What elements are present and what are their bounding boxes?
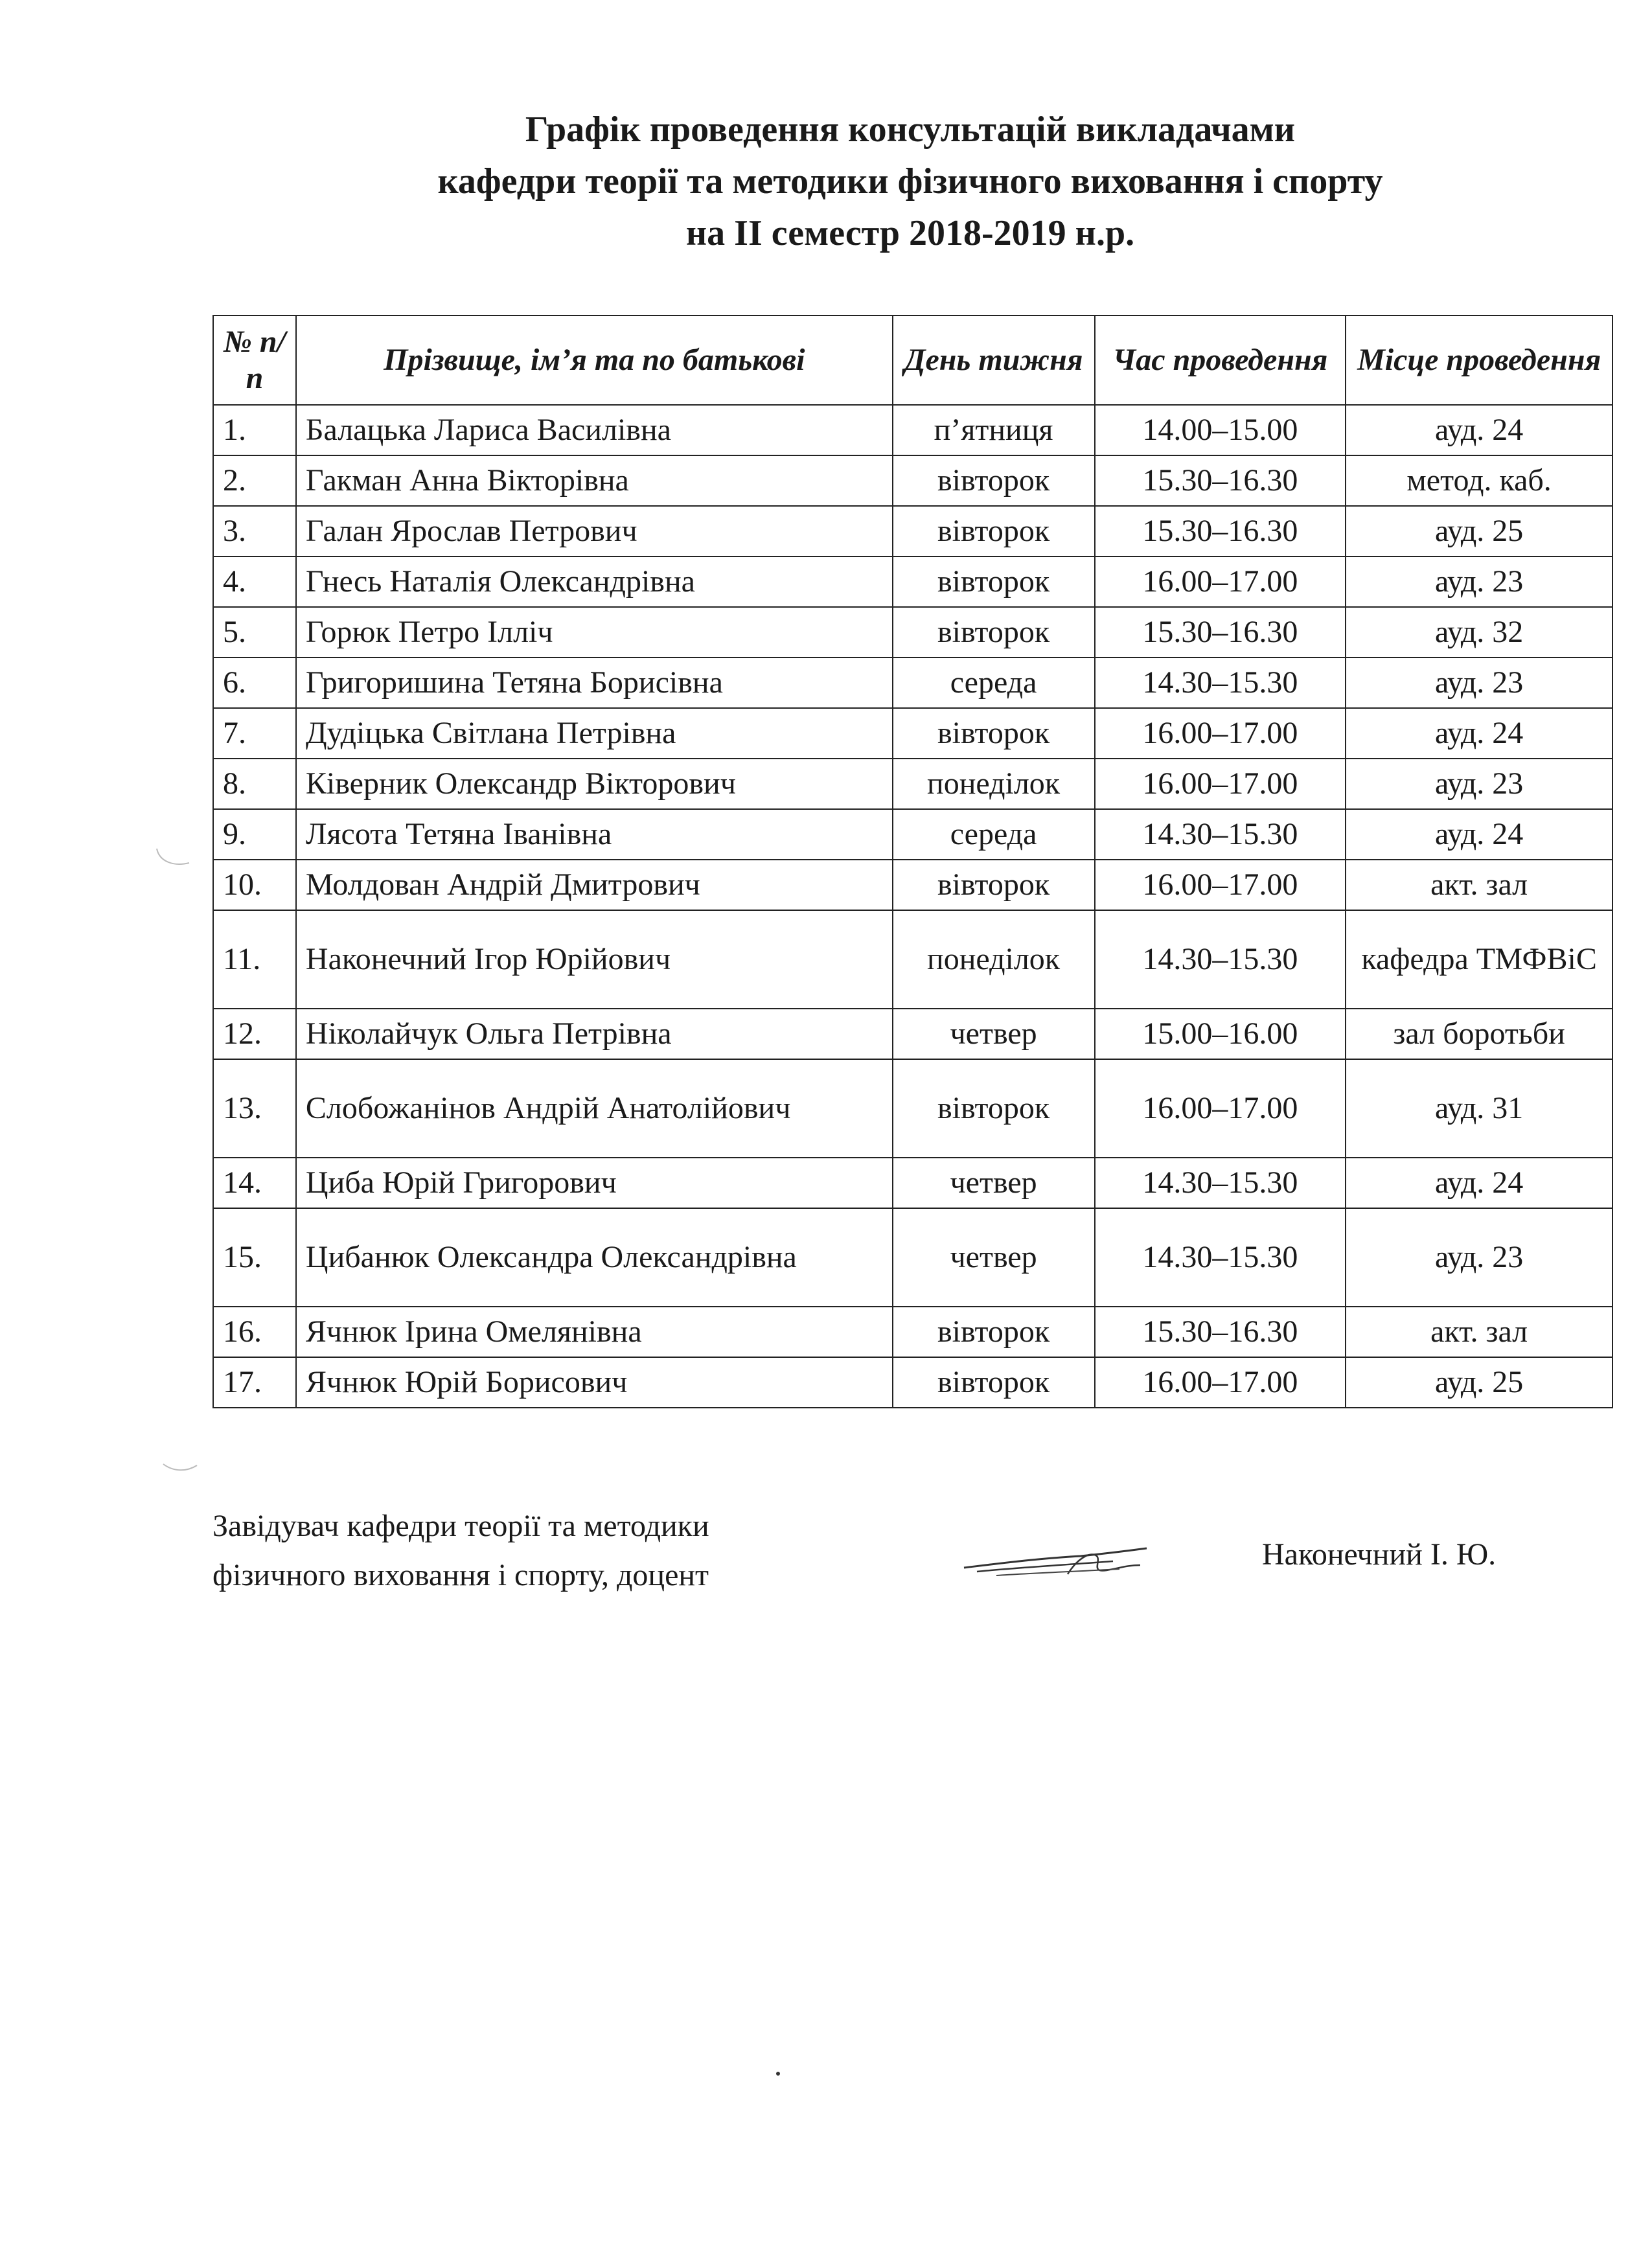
teacher-name: Горюк Петро Ілліч	[296, 607, 893, 658]
consultation-place: ауд. 25	[1346, 1357, 1612, 1408]
consultation-time: 14.00–15.00	[1095, 405, 1346, 455]
teacher-name: Галан Ярослав Петрович	[296, 506, 893, 556]
day-of-week: вівторок	[893, 1357, 1095, 1408]
day-of-week: вівторок	[893, 1059, 1095, 1158]
row-number: 8.	[213, 759, 296, 809]
day-of-week: вівторок	[893, 860, 1095, 910]
document-title	[0, 104, 1652, 259]
table-row	[213, 759, 1612, 809]
day-of-week: вівторок	[893, 1307, 1095, 1357]
consultation-place: зал боротьби	[1346, 1009, 1612, 1059]
row-number: 5.	[213, 607, 296, 658]
table-row	[213, 809, 1612, 860]
handwritten-signature	[958, 1539, 1152, 1585]
consultation-time: 16.00–17.00	[1095, 1357, 1346, 1408]
day-of-week: п’ятниця	[893, 405, 1095, 455]
consultation-place: ауд. 25	[1346, 506, 1612, 556]
row-number: 15.	[213, 1208, 296, 1307]
row-number: 4.	[213, 556, 296, 607]
table-row	[213, 455, 1612, 506]
row-number: 17.	[213, 1357, 296, 1408]
day-of-week: вівторок	[893, 607, 1095, 658]
consultation-place: ауд. 23	[1346, 658, 1612, 708]
teacher-name: Григоришина Тетяна Борисівна	[296, 658, 893, 708]
table-row	[213, 556, 1612, 607]
day-of-week: середа	[893, 809, 1095, 860]
row-number: 3.	[213, 506, 296, 556]
day-of-week: четвер	[893, 1158, 1095, 1208]
table-row	[213, 1357, 1612, 1408]
table-row	[213, 708, 1612, 759]
day-of-week: четвер	[893, 1208, 1095, 1307]
consultation-time: 14.30–15.30	[1095, 809, 1346, 860]
day-of-week: вівторок	[893, 506, 1095, 556]
consultation-time: 15.00–16.00	[1095, 1009, 1346, 1059]
table-row	[213, 860, 1612, 910]
header-name: Прізвище, ім’я та по батькові	[296, 315, 893, 405]
consultation-time: 14.30–15.30	[1095, 910, 1346, 1009]
title-line-3: на ІІ семестр 2018-2019 н.р.	[685, 213, 1135, 253]
consultation-place: метод. каб.	[1346, 455, 1612, 506]
day-of-week: вівторок	[893, 708, 1095, 759]
title-line-1: Графік проведення консультацій викладачами	[525, 109, 1296, 150]
scan-mark	[161, 1458, 200, 1477]
consultation-place: ауд. 23	[1346, 759, 1612, 809]
teacher-name: Гакман Анна Вікторівна	[296, 455, 893, 506]
day-of-week: понеділок	[893, 759, 1095, 809]
consultation-place: ауд. 23	[1346, 1208, 1612, 1307]
consultation-place: кафедра ТМФВіС	[1346, 910, 1612, 1009]
consultation-time: 15.30–16.30	[1095, 455, 1346, 506]
teacher-name: Слобожанінов Андрій Анатолійович	[296, 1059, 893, 1158]
teacher-name: Лясота Тетяна Іванівна	[296, 809, 893, 860]
consultation-time: 15.30–16.30	[1095, 1307, 1346, 1357]
row-number: 6.	[213, 658, 296, 708]
teacher-name: Балацька Лариса Василівна	[296, 405, 893, 455]
consultation-time: 14.30–15.30	[1095, 1158, 1346, 1208]
row-number: 1.	[213, 405, 296, 455]
row-number: 10.	[213, 860, 296, 910]
consultation-time: 16.00–17.00	[1095, 708, 1346, 759]
row-number: 13.	[213, 1059, 296, 1158]
teacher-name: Молдован Андрій Дмитрович	[296, 860, 893, 910]
signatory-position	[212, 1502, 709, 1600]
table-row	[213, 607, 1612, 658]
header-day: День тижня	[893, 315, 1095, 405]
teacher-name: Циба Юрій Григорович	[296, 1158, 893, 1208]
table-row	[213, 1307, 1612, 1357]
consultation-time: 15.30–16.30	[1095, 607, 1346, 658]
consultation-time: 15.30–16.30	[1095, 506, 1346, 556]
row-number: 12.	[213, 1009, 296, 1059]
row-number: 16.	[213, 1307, 296, 1357]
consultation-time: 16.00–17.00	[1095, 1059, 1346, 1158]
consultation-time: 14.30–15.30	[1095, 658, 1346, 708]
row-number: 7.	[213, 708, 296, 759]
header-num: № п/п	[213, 315, 296, 405]
row-number: 14.	[213, 1158, 296, 1208]
row-number: 2.	[213, 455, 296, 506]
signatory-name: Наконечний І. Ю.	[1262, 1537, 1497, 1572]
scan-mark	[775, 2070, 781, 2077]
position-line-2: фізичного виховання і спорту, доцент	[212, 1558, 709, 1592]
table-row	[213, 1208, 1612, 1307]
table-header-row	[213, 315, 1612, 405]
consultation-time: 16.00–17.00	[1095, 860, 1346, 910]
table-row	[213, 1158, 1612, 1208]
teacher-name: Наконечний Ігор Юрійович	[296, 910, 893, 1009]
scan-mark	[154, 845, 193, 871]
consultation-place: ауд. 31	[1346, 1059, 1612, 1158]
day-of-week: вівторок	[893, 455, 1095, 506]
day-of-week: середа	[893, 658, 1095, 708]
consultation-place: ауд. 23	[1346, 556, 1612, 607]
consultation-place: ауд. 24	[1346, 1158, 1612, 1208]
day-of-week: четвер	[893, 1009, 1095, 1059]
consultation-schedule-table	[212, 315, 1613, 1408]
title-line-2: кафедри теорії та методики фізичного виховання і спорту	[437, 161, 1383, 201]
teacher-name: Ківерник Олександр Вікторович	[296, 759, 893, 809]
teacher-name: Гнесь Наталія Олександрівна	[296, 556, 893, 607]
header-place: Місце проведення	[1346, 315, 1612, 405]
consultation-time: 16.00–17.00	[1095, 556, 1346, 607]
table-row	[213, 910, 1612, 1009]
teacher-name: Ячнюк Юрій Борисович	[296, 1357, 893, 1408]
table-body	[213, 405, 1612, 1408]
consultation-place: ауд. 24	[1346, 809, 1612, 860]
header-time: Час проведення	[1095, 315, 1346, 405]
teacher-name: Ніколайчук Ольга Петрівна	[296, 1009, 893, 1059]
consultation-place: акт. зал	[1346, 860, 1612, 910]
day-of-week: вівторок	[893, 556, 1095, 607]
consultation-time: 14.30–15.30	[1095, 1208, 1346, 1307]
consultation-time: 16.00–17.00	[1095, 759, 1346, 809]
teacher-name: Цибанюк Олександра Олександрівна	[296, 1208, 893, 1307]
table-row	[213, 658, 1612, 708]
consultation-place: ауд. 24	[1346, 708, 1612, 759]
table-row	[213, 506, 1612, 556]
position-line-1: Завідувач кафедри теорії та методики	[212, 1509, 709, 1543]
consultation-place: ауд. 32	[1346, 607, 1612, 658]
teacher-name: Ячнюк Ірина Омелянівна	[296, 1307, 893, 1357]
consultation-place: ауд. 24	[1346, 405, 1612, 455]
teacher-name: Дудіцька Світлана Петрівна	[296, 708, 893, 759]
row-number: 11.	[213, 910, 296, 1009]
day-of-week: понеділок	[893, 910, 1095, 1009]
row-number: 9.	[213, 809, 296, 860]
table-row	[213, 405, 1612, 455]
table-row	[213, 1009, 1612, 1059]
consultation-place: акт. зал	[1346, 1307, 1612, 1357]
table-row	[213, 1059, 1612, 1158]
